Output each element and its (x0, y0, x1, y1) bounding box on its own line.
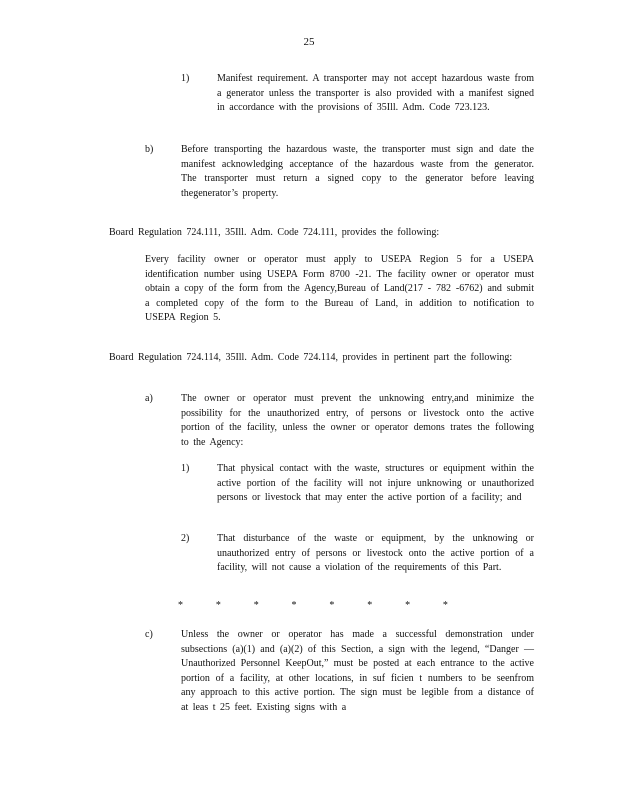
item-a-marker: a) (145, 393, 153, 404)
omission-stars (178, 600, 448, 611)
regulation-724-111-intro: Board Regulation 724.111, 35Ill. Adm. Code 724.111, provides the following: (109, 227, 440, 238)
item-c-paragraph: Unless the owner or operator has made a successful demonstration under subsections (a)(1) and (a)(2) of this Section, a sign with the legend, “Danger — Unauthorized Personnel KeepOut,” must be posted at each entrance to the active portion of a facility, at other locations, in suf ficien t numbers to be seenfrom any approach to this active portion. The sign must be legible from a distance of at leas t 25 feet. Existing signs with a (181, 629, 534, 713)
regulation-724-111-quote: Every facility owner or operator must apply to USEPA Region 5 for a USEPA identification number using USEPA Form 8700 -21. The facility owner or operator must obtain a copy of the form from the Agency,Bureau of Land(217 - 782 -6762) and submit a completed copy of the form to the Bureau of Land, in addition to notification to USEPA Region 5. (145, 254, 534, 323)
star: * (405, 600, 411, 611)
item-a1-paragraph: That physical contact with the waste, structures or equipment within the active portion of the facility will not injure unknowing or unauthorized persons or livestock that may enter the active portion of a facility; and (217, 463, 534, 503)
star: * (367, 600, 373, 611)
item-b-paragraph: Before transporting the hazardous waste, the transporter must sign and date the manifest acknowledging acceptance of the hazardous waste from the generator. The transporter must return a signed copy to the generator before leaving thegenerator’s property. (181, 144, 534, 199)
star: * (442, 600, 448, 611)
item-a2-paragraph: That disturbance of the waste or equipment, by the unknowing or unauthorized entry of persons or livestock onto the active portion of a facility, will not cause a violation of the requirements of this Part. (217, 533, 534, 573)
star: * (178, 600, 183, 611)
star: * (291, 600, 297, 611)
item-c-marker: c) (145, 629, 153, 640)
star: * (329, 600, 335, 611)
item-a-paragraph: The owner or operator must prevent the unknowing entry,and minimize the possibility for the unauthorized entry, of persons or livestock onto the active portion of the facility, unless the owner or operator demons trates the following to the Agency: (181, 393, 534, 448)
page-number: 25 (303, 36, 315, 48)
star: * (215, 600, 221, 611)
item-b-marker: b) (145, 144, 154, 155)
item-1-paragraph: Manifest requirement. A transporter may not accept hazardous waste from a generator unless the transporter is also provided with a manifest signed in accordance with the provisions of 35Ill. Adm. Code 723.123. (217, 73, 534, 113)
star: * (253, 600, 259, 611)
regulation-724-114-intro: Board Regulation 724.114, 35Ill. Adm. Code 724.114, provides in pertinent part the following: (109, 352, 513, 363)
item-1-marker: 1) (181, 73, 190, 84)
item-a2-marker: 2) (181, 533, 190, 544)
item-a1-marker: 1) (181, 463, 190, 474)
